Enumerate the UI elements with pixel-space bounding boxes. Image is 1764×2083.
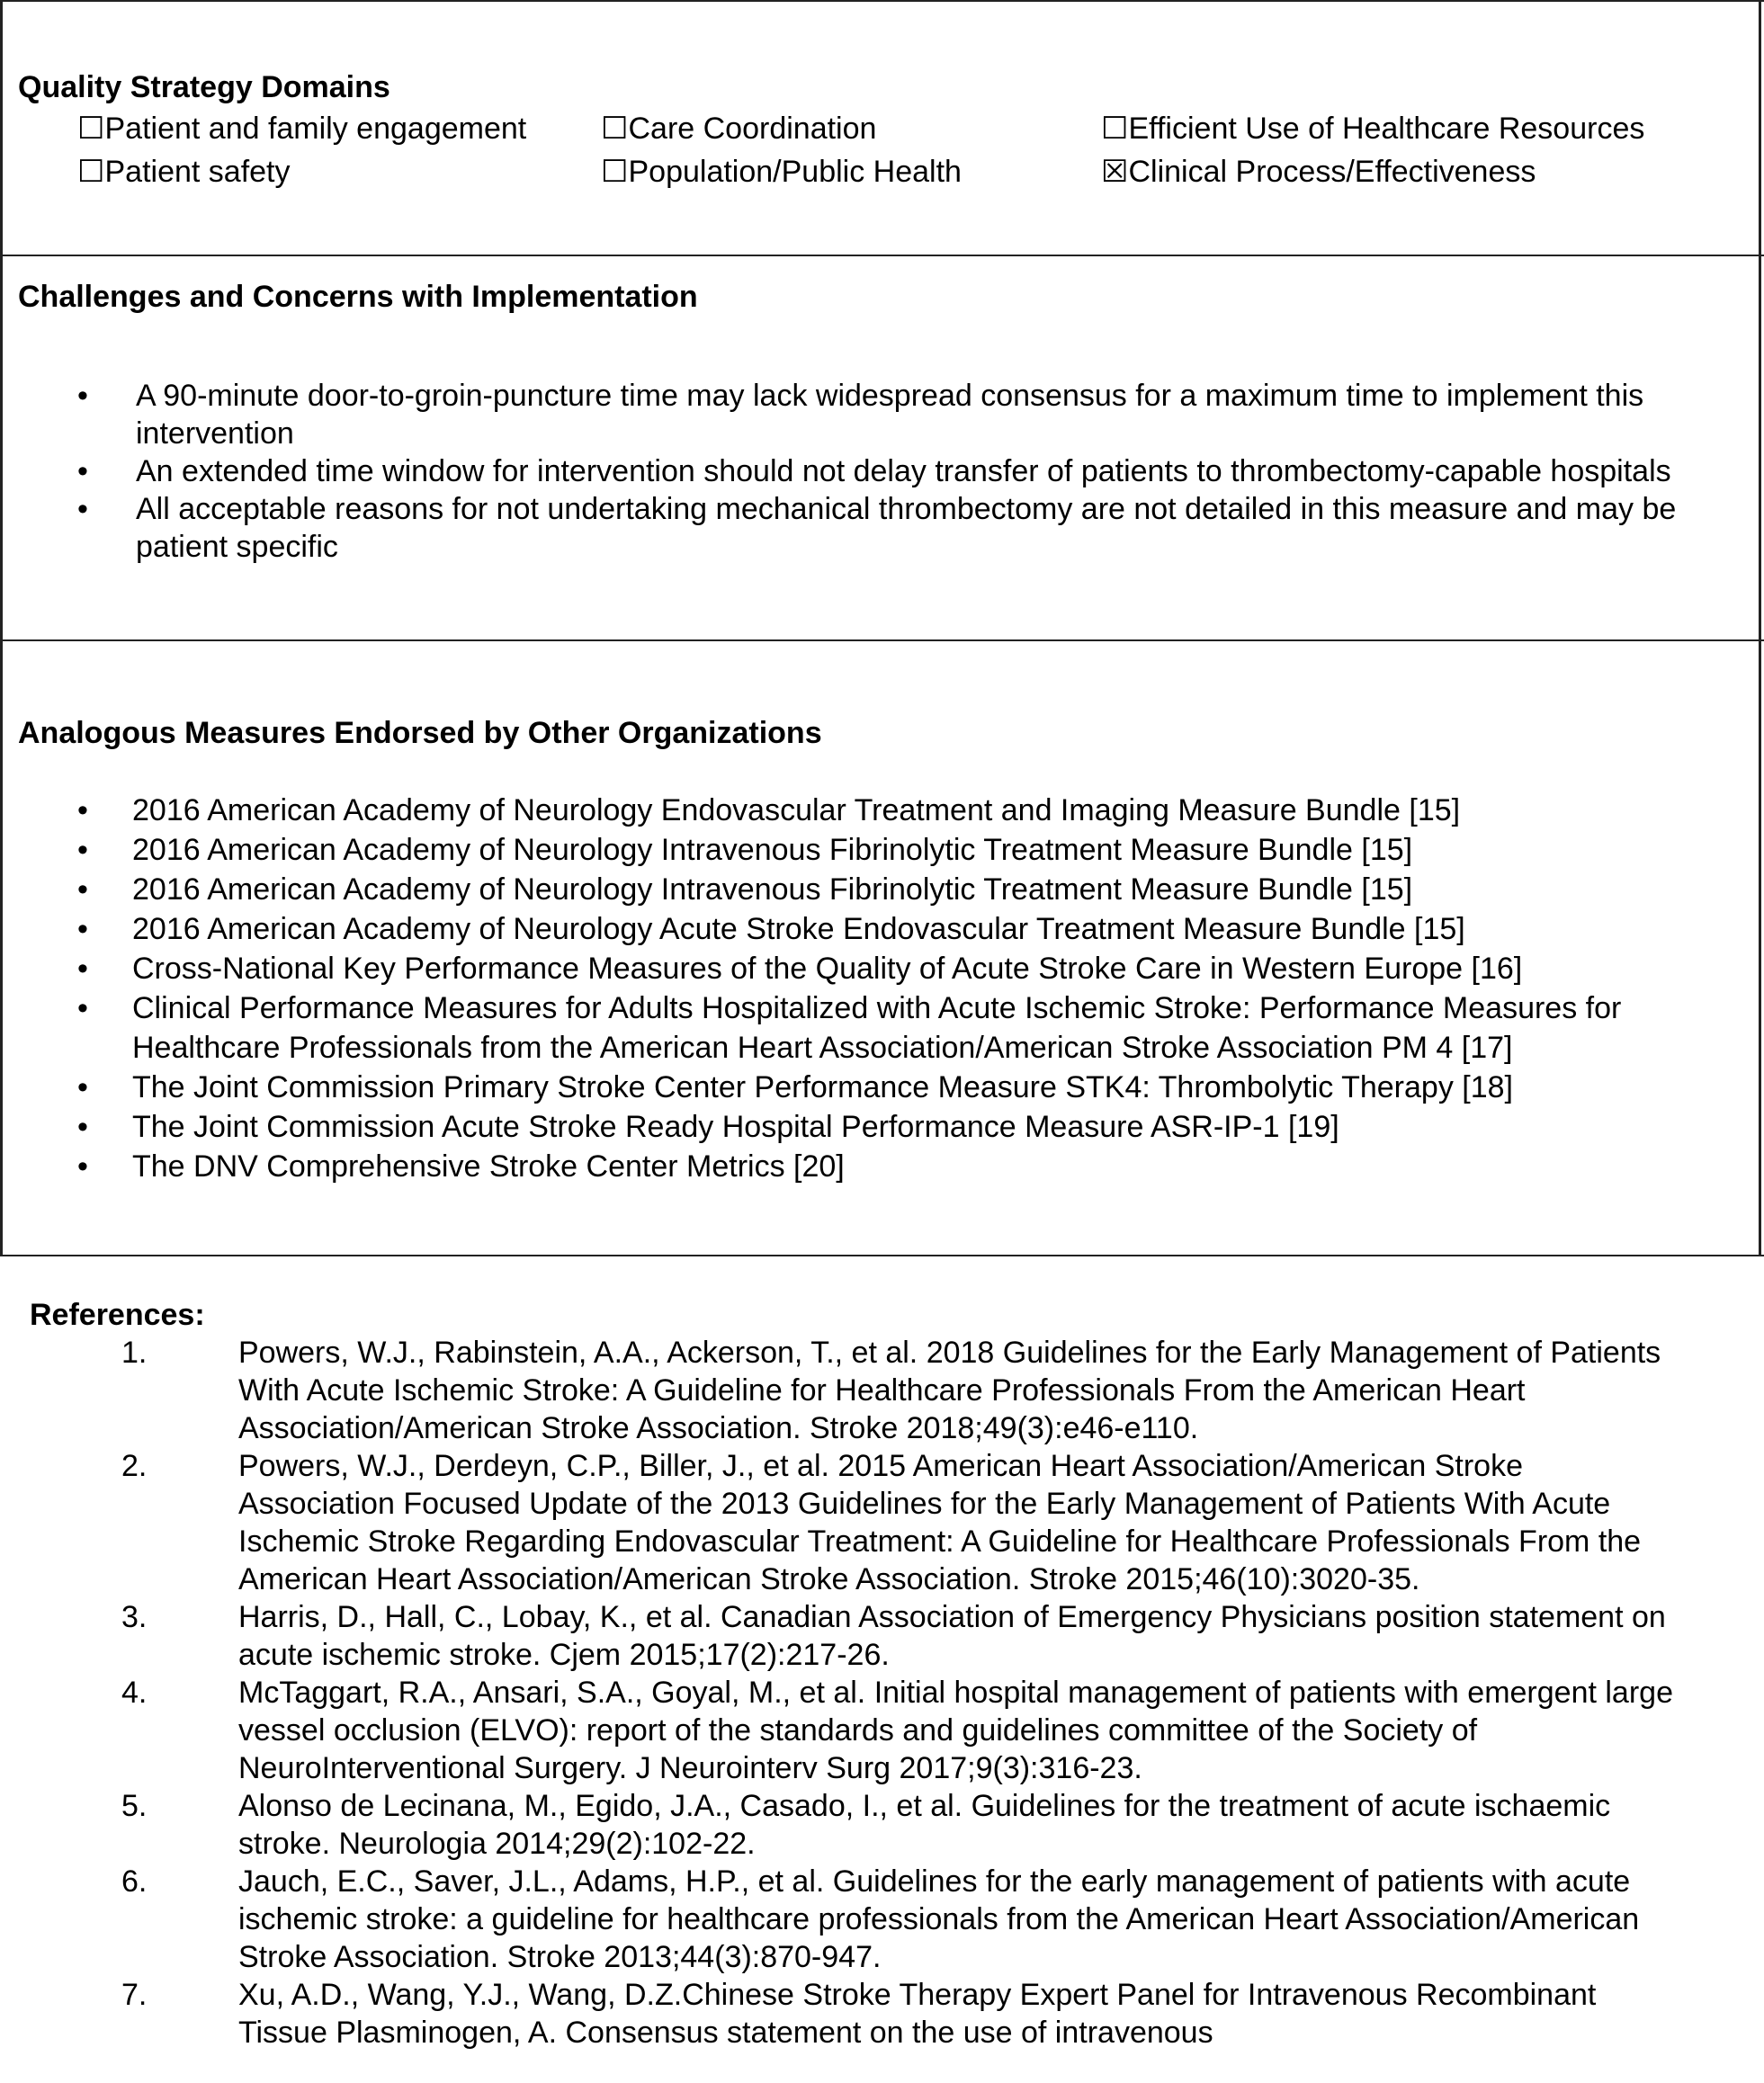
reference-text: Jauch, E.C., Saver, J.L., Adams, H.P., et al. Guidelines for the early management of patients with acute ischemic stroke: a guideline for healthcare professionals from the American Heart Association/American Stroke Association. Stroke 2013;44(3):870-947. — [238, 1864, 1640, 1974]
bullet-glyph: • — [77, 952, 88, 986]
reference-text: Alonso de Lecinana, M., Egido, J.A., Casado, I., et al. Guidelines for the treatment of acute ischaemic stroke. Neurologia 2014;29(2):102-22. — [238, 1789, 1611, 1861]
list-item-text: All acceptable reasons for not undertaking mechanical thrombectomy are not detailed in this measure and may be patient specific — [136, 492, 1677, 564]
section-divider — [0, 639, 1764, 641]
bullet-glyph: • — [77, 872, 88, 907]
references-heading: References: — [30, 1298, 205, 1332]
bullet-glyph: • — [77, 1149, 88, 1184]
reference-number: 2. — [121, 1449, 148, 1483]
reference-text: Harris, D., Hall, C., Lobay, K., et al. Canadian Association of Emergency Physicians position statement on acute ischemic stroke. Cjem 2015;17(2):217-26. — [238, 1600, 1666, 1672]
list-item — [77, 1107, 1742, 1147]
reference-number: 3. — [121, 1600, 148, 1634]
challenges-heading: Challenges and Concerns with Implementation — [18, 280, 698, 314]
list-item-text: An extended time window for intervention should not delay transfer of patients to thrombectomy-capable hospitals — [136, 454, 1671, 488]
reference-number: 1. — [121, 1336, 148, 1370]
bullet-glyph: • — [77, 492, 88, 526]
bullet-glyph: • — [77, 793, 88, 827]
reference-item — [0, 1863, 1678, 1976]
list-item — [77, 949, 1742, 988]
list-item — [77, 1068, 1742, 1107]
table-bottom-border — [0, 1255, 1764, 1256]
reference-number: 4. — [121, 1676, 148, 1710]
bullet-glyph: • — [77, 1110, 88, 1144]
list-item — [77, 791, 1742, 830]
bullet-glyph: • — [77, 991, 88, 1025]
references-list — [0, 1334, 1764, 2052]
list-item — [77, 490, 1746, 566]
list-item — [77, 909, 1742, 949]
quality-strategy-heading: Quality Strategy Domains — [18, 70, 390, 104]
list-item — [77, 988, 1742, 1068]
analogous-measures-list — [77, 791, 1742, 1186]
bullet-glyph: • — [77, 912, 88, 946]
reference-item — [0, 1334, 1678, 1447]
list-item-text: 2016 American Academy of Neurology Intravenous Fibrinolytic Treatment Measure Bundle [15] — [132, 872, 1413, 907]
reference-text: Powers, W.J., Derdeyn, C.P., Biller, J., et al. 2015 American Heart Association/American Stroke Association Focused Update of the 2013 Guidelines for the Early Management of Patients With Acute Ischemic Stroke Regarding Endovascular Treatment: A Guideline for Healthcare Professionals From the American Heart Association/American Stroke Association. Stroke 2015;46(10):3020-35. — [238, 1449, 1642, 1596]
reference-text: Powers, W.J., Rabinstein, A.A., Ackerson, T., et al. 2018 Guidelines for the Early Management of Patients With Acute Ischemic Stroke: A Guideline for Healthcare Professionals From the American Heart Association/American Stroke Association. Stroke 2018;49(3):e46-e110. — [238, 1336, 1661, 1445]
list-item-text: The Joint Commission Primary Stroke Center Performance Measure STK4: Thrombolytic Therapy [18] — [132, 1070, 1513, 1104]
list-item-text: Clinical Performance Measures for Adults Hospitalized with Acute Ischemic Stroke: Performance Measures for Healthcare Professionals from the American Heart Association/American Stroke Association PM 4 [17] — [132, 991, 1622, 1065]
checkbox-patient-safety[interactable]: ☐Patient safety — [77, 155, 291, 189]
bullet-glyph: • — [77, 1070, 88, 1104]
bullet-glyph: • — [77, 454, 88, 488]
list-item-text: Cross-National Key Performance Measures of the Quality of Acute Stroke Care in Western Europe [16] — [132, 952, 1523, 986]
list-item-text: 2016 American Academy of Neurology Intravenous Fibrinolytic Treatment Measure Bundle [15] — [132, 833, 1413, 867]
reference-text: McTaggart, R.A., Ansari, S.A., Goyal, M., et al. Initial hospital management of patients with emergent large vessel occlusion (ELVO): report of the standards and guidelines committee of the Society of NeuroInterventional Surgery. J Neurointerv Surg 2017;9(3):316-23. — [238, 1676, 1673, 1785]
list-item — [77, 377, 1746, 452]
list-item-text: The DNV Comprehensive Stroke Center Metrics [20] — [132, 1149, 845, 1184]
bullet-glyph: • — [77, 379, 88, 413]
list-item-text: 2016 American Academy of Neurology Acute Stroke Endovascular Treatment Measure Bundle [15] — [132, 912, 1465, 946]
list-item-text: A 90-minute door-to-groin-puncture time may lack widespread consensus for a maximum time to implement this intervention — [136, 379, 1644, 451]
reference-number: 6. — [121, 1864, 148, 1899]
checkbox-clinical-process-effectiveness[interactable]: ☒Clinical Process/Effectiveness — [1101, 155, 1536, 189]
list-item — [77, 830, 1742, 870]
list-item-text: 2016 American Academy of Neurology Endovascular Treatment and Imaging Measure Bundle [15] — [132, 793, 1461, 827]
list-item — [77, 1147, 1742, 1186]
challenges-list — [77, 377, 1746, 566]
list-item — [77, 870, 1742, 909]
analogous-measures-heading: Analogous Measures Endorsed by Other Organizations — [18, 716, 822, 750]
list-item — [77, 452, 1746, 490]
reference-number: 5. — [121, 1789, 148, 1823]
checkbox-population-public-health[interactable]: ☐Population/Public Health — [601, 155, 962, 189]
reference-item — [0, 1787, 1678, 1863]
reference-number: 7. — [121, 1978, 148, 2012]
checkbox-care-coordination[interactable]: ☐Care Coordination — [601, 112, 877, 146]
checkbox-patient-family-engagement[interactable]: ☐Patient and family engagement — [77, 112, 527, 146]
reference-item — [0, 1674, 1678, 1787]
list-item-text: The Joint Commission Acute Stroke Ready Hospital Performance Measure ASR-IP-1 [19] — [132, 1110, 1339, 1144]
bullet-glyph: • — [77, 833, 88, 867]
reference-item — [0, 1976, 1678, 2052]
reference-item — [0, 1598, 1678, 1674]
section-divider — [0, 255, 1764, 256]
reference-item — [0, 1447, 1678, 1598]
reference-text: Xu, A.D., Wang, Y.J., Wang, D.Z.Chinese Stroke Therapy Expert Panel for Intravenous Recombinant Tissue Plasminogen, A. Consensus statement on the use of intravenous — [238, 1978, 1597, 2050]
checkbox-efficient-use-resources[interactable]: ☐Efficient Use of Healthcare Resources — [1101, 112, 1645, 146]
